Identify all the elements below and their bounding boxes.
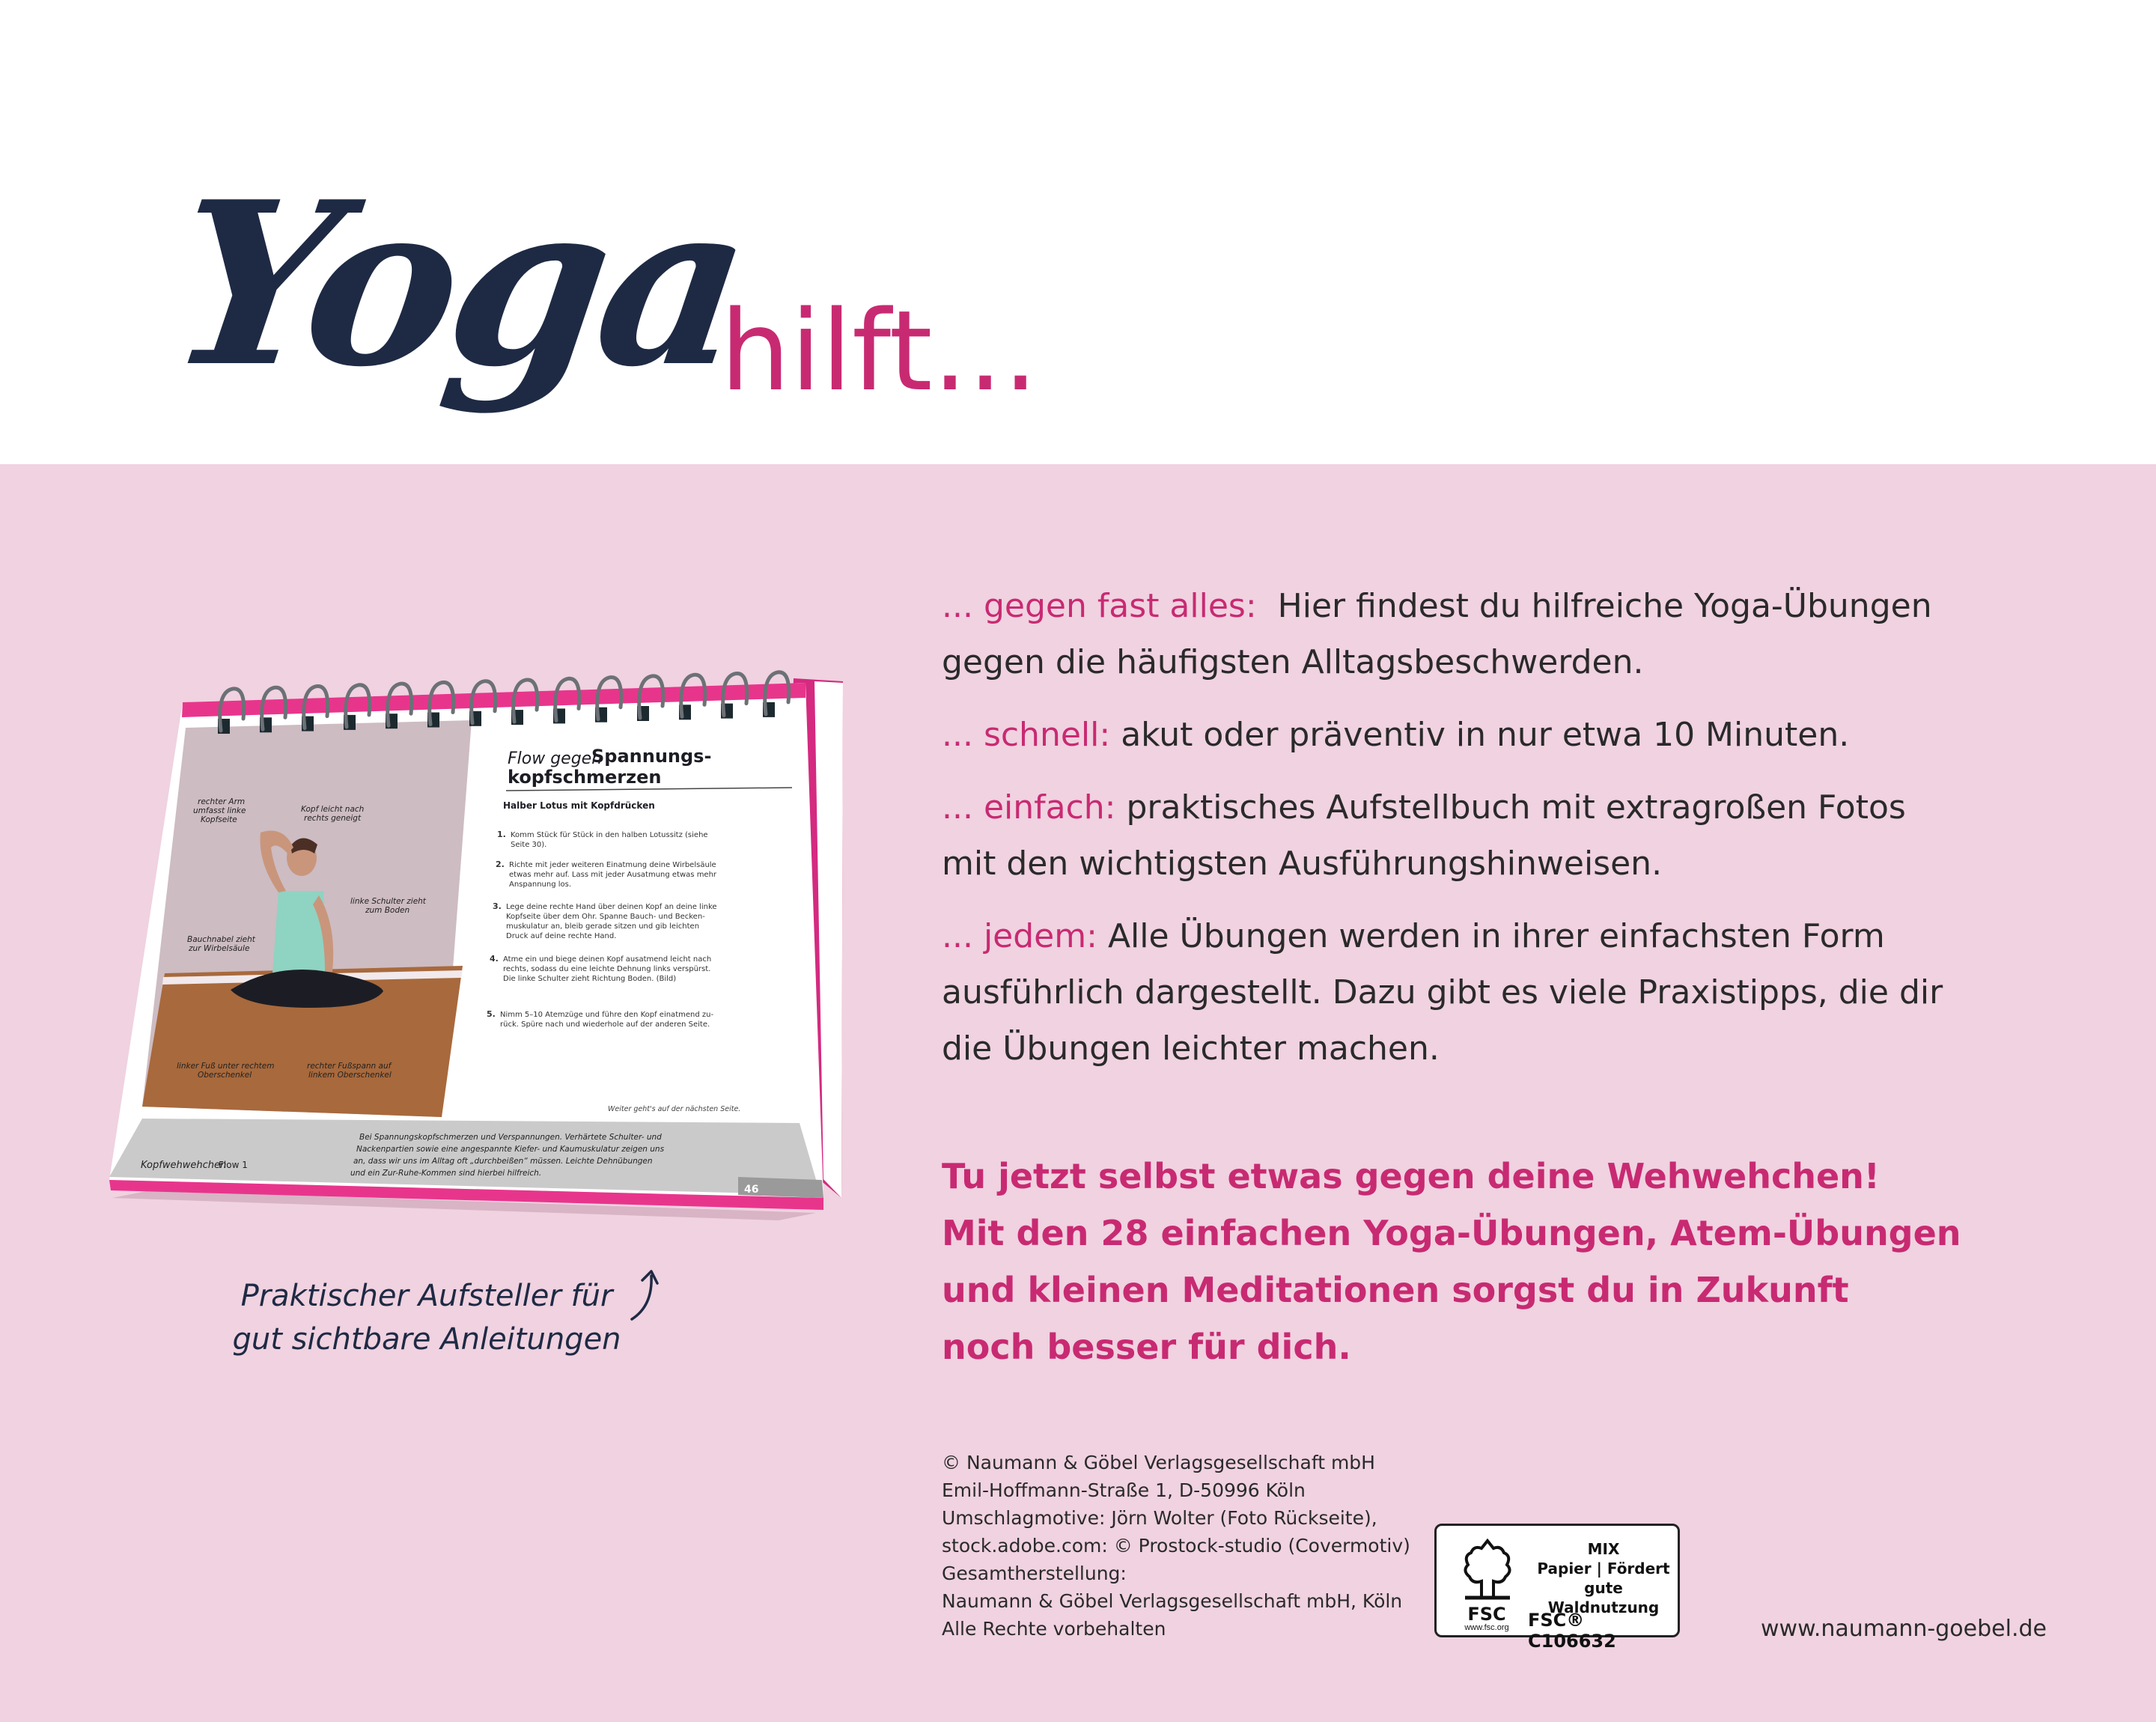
- feature-item: [942, 779, 2005, 892]
- footer-text-line: Bei Spannungskopfschmerzen und Verspannungen. Verhärtete Schulter- und: [359, 1133, 662, 1142]
- step-line: Atme ein und biege deinen Kopf ausatmend leicht nach: [503, 955, 712, 964]
- annotation-text: zum Boden: [365, 906, 410, 915]
- footer-label-script: Kopfwehwehchen: [141, 1160, 227, 1171]
- yoga-script-title: Yoga: [157, 152, 758, 416]
- page-number: 46: [744, 1184, 759, 1196]
- feature-text: Alle Übungen werden in ihrer einfachsten Form: [1107, 917, 1885, 955]
- annotation-text: rechter Arm: [198, 797, 246, 806]
- step-line: rechts, sodass du eine leichte Dehnung links verspürst.: [503, 965, 711, 973]
- annotation-text: rechts geneigt: [304, 814, 362, 823]
- caption-line: Praktischer Aufsteller für: [240, 1279, 613, 1313]
- annotation-text: linkem Oberschenkel: [308, 1071, 392, 1080]
- cta-line: und kleinen Meditationen sorgst du in Zukunft: [942, 1270, 1849, 1310]
- annotation-text: linke Schulter zieht: [350, 897, 426, 906]
- feature-text: mit den wichtigsten Ausführungshinweisen.: [942, 845, 1663, 883]
- page-title-script: Flow gegen: [508, 749, 603, 768]
- cta-line: Tu jetzt selbst etwas gegen deine Wehwehchen!: [942, 1156, 1880, 1196]
- annotation-text: rechter Fußspann auf: [307, 1062, 392, 1071]
- annotation-text: Kopfseite: [201, 815, 237, 824]
- step-number: 2.: [496, 860, 505, 869]
- annotation-text: umfasst linke: [193, 806, 246, 815]
- publisher-imprint: [942, 1449, 1421, 1643]
- fsc-mix: MIX: [1587, 1540, 1620, 1558]
- fsc-mix-text: [1532, 1539, 1675, 1617]
- step-number: 4.: [490, 954, 499, 964]
- feature-text: gegen die häufigsten Alltagsbeschwerden.: [942, 643, 1644, 681]
- step-line: Nimm 5–10 Atemzüge und führe den Kopf einatmend zu-: [500, 1011, 714, 1019]
- fsc-line: gute Waldnutzung: [1547, 1579, 1660, 1616]
- feature-keyword: ... einfach:: [942, 788, 1116, 827]
- annotation-text: Kopf leicht nach: [301, 805, 365, 814]
- step-line: Die linke Schulter zieht Richtung Boden. (Bild): [503, 975, 677, 983]
- step-line: Richte mit jeder weiteren Einatmung deine Wirbelsäule: [509, 861, 716, 869]
- feature-item: [942, 578, 2005, 690]
- feature-keyword: ... jedem:: [942, 917, 1097, 955]
- feature-item: [942, 707, 2005, 763]
- caption-line: gut sichtbare Anleitungen: [232, 1322, 621, 1357]
- footer-label-plain: Flow 1: [219, 1160, 248, 1170]
- annotation-text: Bauchnabel zieht: [187, 935, 255, 944]
- title-hilft: hilft...: [720, 287, 1038, 416]
- cta-line: noch besser für dich.: [942, 1327, 1351, 1367]
- step-line: etwas mehr auf. Lass mit jeder Ausatmung etwas mehr: [509, 871, 717, 879]
- step-line: Komm Stück für Stück in den halben Lotussitz (siehe: [511, 831, 708, 839]
- step-line: rück. Spüre nach und wiederhole auf der anderen Seite.: [500, 1020, 710, 1029]
- footer-text-line: Nackenpartien sowie eine angespannte Kiefer- und Kaumuskulatur zeigen uns: [356, 1145, 665, 1154]
- step-line: Lege deine rechte Hand über deinen Kopf an deine linke: [506, 903, 717, 911]
- feature-text: praktisches Aufstellbuch mit extragroßen Fotos: [1126, 788, 1906, 827]
- step-number: 1.: [497, 830, 506, 839]
- book-caption: [217, 1274, 636, 1361]
- imprint-line: Naumann & Göbel Verlagsgesellschaft mbH, Köln: [942, 1590, 1403, 1612]
- feature-text: akut oder präventiv in nur etwa 10 Minuten.: [1121, 716, 1850, 754]
- imprint-line: Alle Rechte vorbehalten: [942, 1618, 1166, 1640]
- feature-text: Hier findest du hilfreiche Yoga-Übungen: [1277, 587, 1932, 625]
- feature-keyword: ... schnell:: [942, 716, 1111, 754]
- step-line: muskulatur an, bleib gerade sitzen und gib leichten: [506, 922, 700, 931]
- footer-text-line: an, dass wir uns im Alltag oft „durchbeißen“ müssen. Leichte Dehnübungen: [353, 1157, 653, 1166]
- imprint-line: stock.adobe.com: © Prostock-studio (Covermotiv): [942, 1535, 1410, 1557]
- fsc-certification-badge: [1434, 1524, 1680, 1652]
- step-line: Kopfseite über dem Ohr. Spanne Bauch- und Becken-: [506, 913, 705, 921]
- book-mockup: [105, 644, 853, 1243]
- page-title-bold-2: kopfschmerzen: [508, 767, 662, 788]
- annotation-text: linker Fuß unter rechtem: [177, 1062, 275, 1071]
- imprint-line: © Naumann & Göbel Verlagsgesellschaft mbH: [942, 1452, 1375, 1473]
- feature-item: [942, 908, 2005, 1077]
- step-line: Seite 30).: [511, 841, 547, 849]
- footer-text-line: und ein Zur-Ruhe-Kommen sind hierbei hilfreich.: [350, 1169, 542, 1178]
- annotation-text: Oberschenkel: [198, 1071, 252, 1080]
- feature-text: die Übungen leichter machen.: [942, 1029, 1440, 1068]
- step-line: Druck auf deine rechte Hand.: [506, 932, 617, 940]
- feature-keyword: ... gegen fast alles:: [942, 587, 1257, 625]
- annotation-text: zur Wirbelsäule: [189, 944, 250, 953]
- imprint-line: Gesamtherstellung:: [942, 1563, 1127, 1584]
- feature-text: ausführlich dargestellt. Dazu gibt es viele Praxistipps, die dir: [942, 973, 1943, 1011]
- fsc-code: FSC® C106632: [1528, 1610, 1616, 1652]
- feature-list: [942, 578, 2005, 1093]
- fsc-label: FSC: [1467, 1604, 1506, 1625]
- fsc-line: Papier | Fördert: [1537, 1560, 1670, 1578]
- fsc-url: www.fsc.org: [1464, 1623, 1509, 1632]
- next-page-hint: Weiter geht's auf der nächsten Seite.: [608, 1105, 741, 1113]
- cta-line: Mit den 28 einfachen Yoga-Übungen, Atem-Übungen: [942, 1213, 1961, 1253]
- step-number: 5.: [487, 1009, 496, 1019]
- call-to-action: [942, 1148, 2035, 1375]
- imprint-line: Emil-Hoffmann-Straße 1, D-50996 Köln: [942, 1479, 1306, 1501]
- publisher-website: www.naumann-goebel.de: [1761, 1616, 2047, 1642]
- page-title-bold-1: Spannungs-: [591, 746, 712, 767]
- fsc-tree-icon: [1459, 1536, 1516, 1604]
- imprint-line: Umschlagmotive: Jörn Wolter (Foto Rückseite),: [942, 1507, 1377, 1529]
- step-line: Anspannung los.: [509, 880, 572, 889]
- page-subtitle: Halber Lotus mit Kopfdrücken: [503, 800, 655, 811]
- step-number: 3.: [493, 901, 502, 911]
